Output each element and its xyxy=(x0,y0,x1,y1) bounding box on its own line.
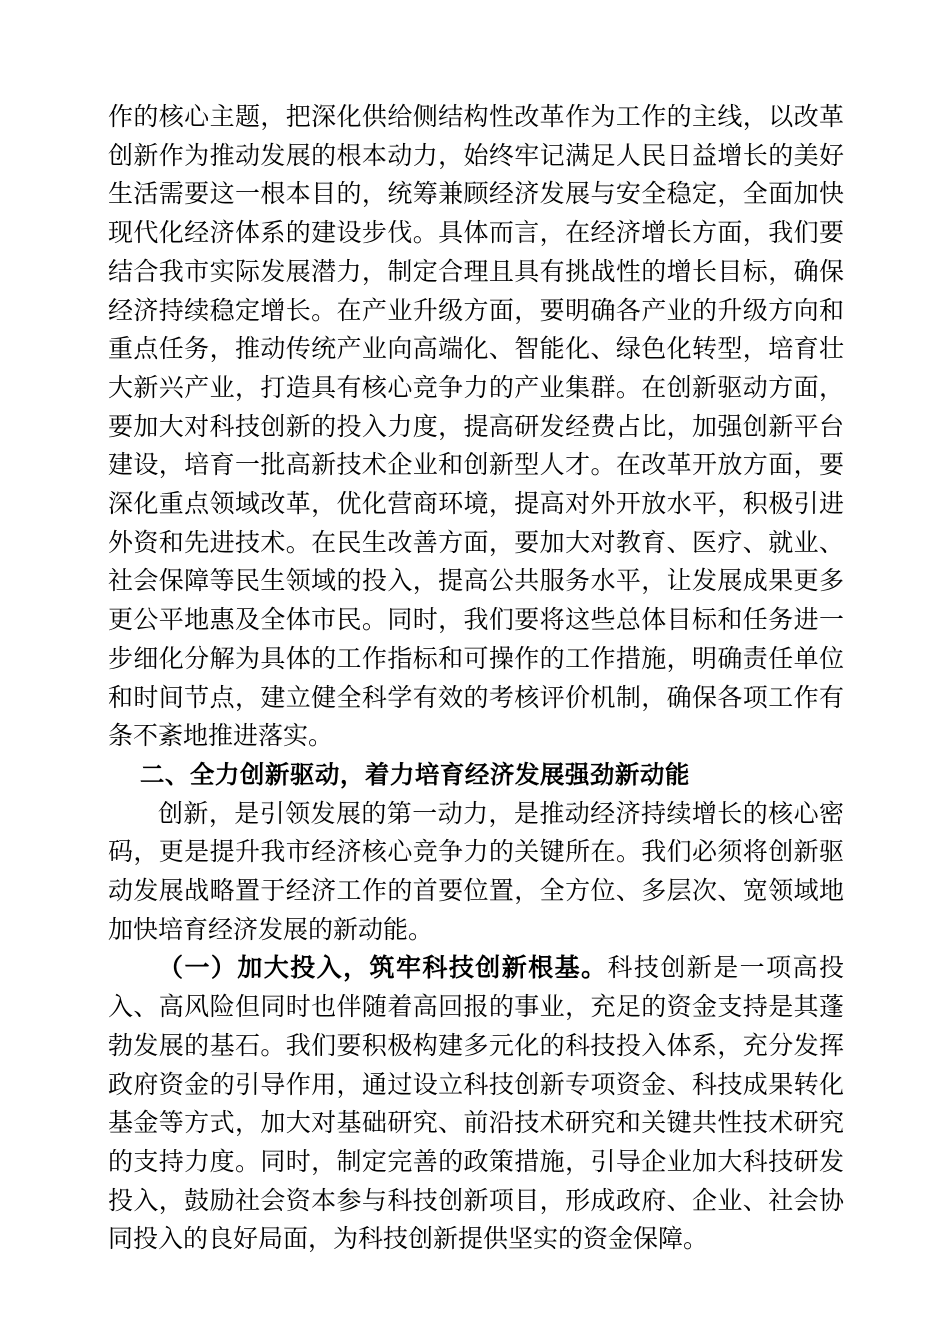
body-paragraph: 创新，是引领发展的第一动力，是推动经济持续增长的核心密码，更是提升我市经济核心竞争力的关键所在。我们必须将创新驱动发展战略置于经济工作的首要位置，全方位、多层次、宽领域地加快培育经济发展的新动能。 xyxy=(108,798,844,944)
body-paragraph xyxy=(108,949,844,1259)
body-paragraph: 作的核心主题，把深化供给侧结构性改革作为工作的主线，以改革创新作为推动发展的根本动力，始终牢记满足人民日益增长的美好生活需要这一根本目的，统筹兼顾经济发展与安全稳定，全面加快现代化经济体系的建设步伐。具体而言，在经济增长方面，我们要结合我市实际发展潜力，制定合理且具有挑战性的增长目标，确保经济持续稳定增长。在产业升级方面，要明确各产业的升级方向和重点任务，推动传统产业向高端化、智能化、绿色化转型，培育壮大新兴产业，打造具有核心竞争力的产业集群。在创新驱动方面，要加大对科技创新的投入力度，提高研发经费占比，加强创新平台建设，培育一批高新技术企业和创新型人才。在改革开放方面，要深化重点领域改革，优化营商环境，提高对外开放水平，积极引进外资和先进技术。在民生改善方面，要加大对教育、医疗、就业、社会保障等民生领域的投入，提高公共服务水平，让发展成果更多更公平地惠及全体市民。同时，我们要将这些总体目标和任务进一步细化分解为具体的工作指标和可操作的工作措施，明确责任单位和时间节点，建立健全科学有效的考核评价机制，确保各项工作有条不紊地推进落实。 xyxy=(108,102,844,751)
section-heading: 二、全力创新驱动，着力培育经济发展强劲新动能 xyxy=(139,759,690,789)
subsection-lead: （一）加大投入，筑牢科技创新根基。 xyxy=(158,953,608,983)
subsection-body: 科技创新是一项高投入、高风险但同时也伴随着高回报的事业，充足的资金支持是其蓬勃发展的基石。我们要积极构建多元化的科技投入体系，充分发挥政府资金的引导作用，通过设立科技创新专项资金、科技成果转化基金等方式，加大对基础研究、前沿技术研究和关键共性技术研究的支持力度。同时，制定完善的政策措施，引导企业加大科技研发投入，鼓励社会资本参与科技创新项目，形成政府、企业、社会协同投入的良好局面，为科技创新提供坚实的资金保障。 xyxy=(108,953,844,1254)
document-page xyxy=(108,98,844,1259)
